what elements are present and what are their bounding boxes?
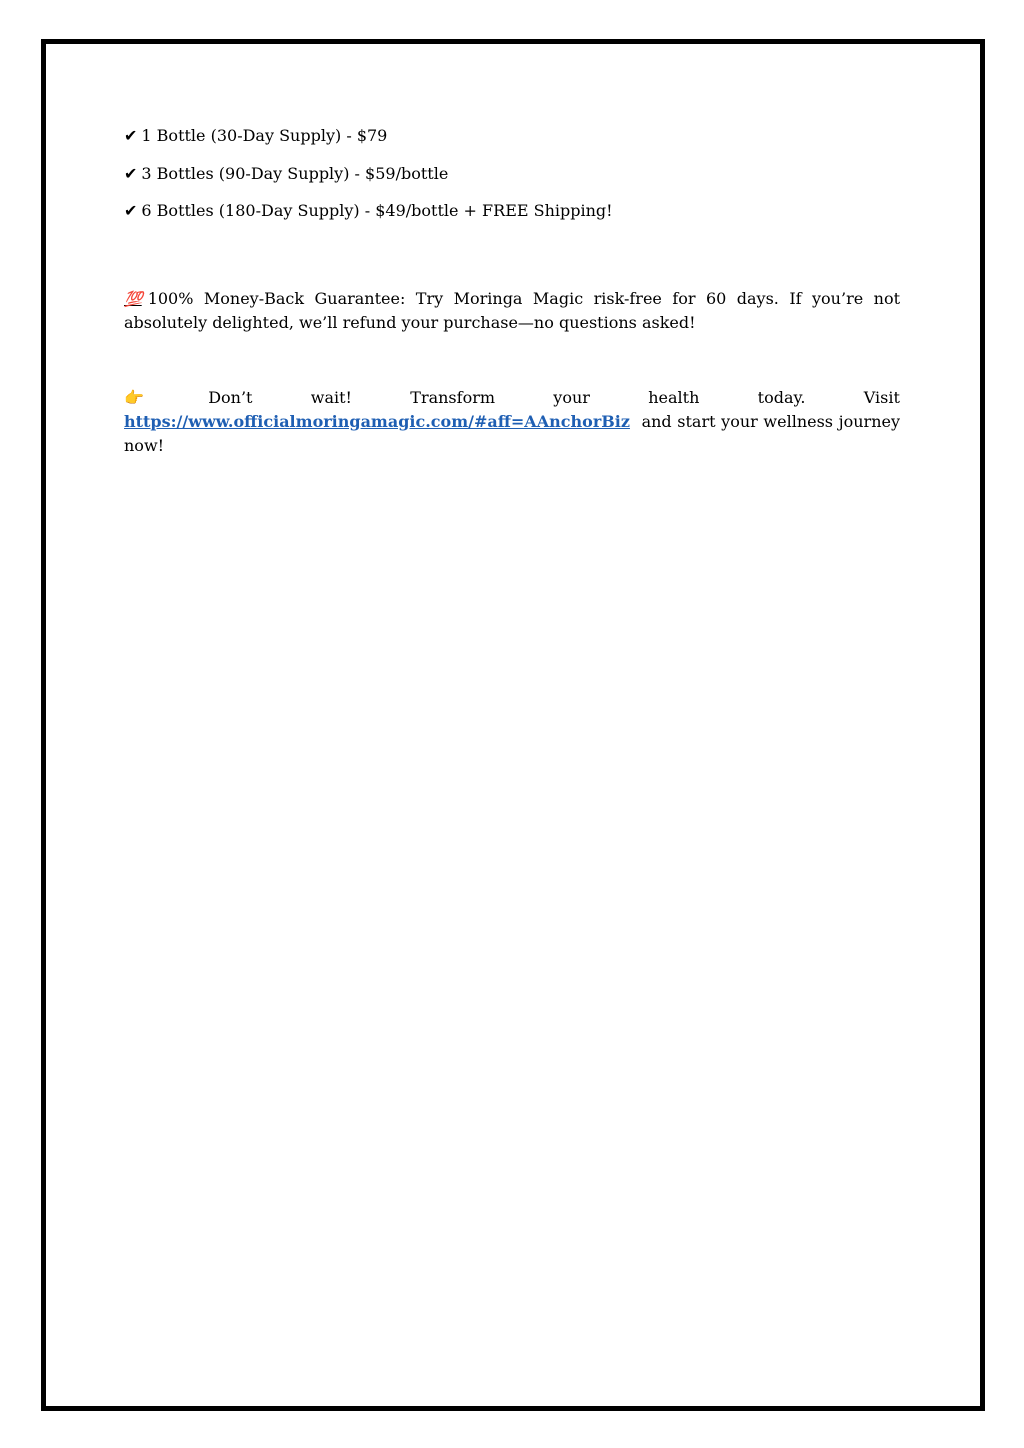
guarantee-text: 100% Money-Back Guarantee: Try Moringa Magic risk-free for 60 days. If you’re not absolutely delighted, we’ll refund your purchase—no questions asked!	[124, 288, 900, 332]
cta-continuation	[124, 410, 900, 458]
pricing-option-text: 1 Bottle (30-Day Supply) - $79	[141, 126, 388, 145]
document-content	[124, 124, 900, 458]
cta-word: health	[648, 387, 700, 407]
checkmark-icon: ✔	[124, 126, 138, 145]
pointing-hand-icon: 👉	[124, 387, 144, 407]
guarantee-paragraph	[124, 287, 900, 335]
pricing-option-1	[124, 124, 900, 148]
cta-word: Transform	[410, 387, 496, 407]
checkmark-icon: ✔	[124, 163, 138, 183]
cta-closing-text: and start your wellness journey now!	[124, 411, 901, 455]
pricing-option-3	[124, 199, 900, 223]
pricing-option-text: 6 Bottles (180-Day Supply) - $49/bottle + FREE Shipping!	[141, 201, 613, 220]
website-link[interactable]: https://www.officialmoringamagic.com/#aff=AAnchorBiz	[124, 411, 630, 431]
hundred-points-icon: 💯	[124, 289, 142, 308]
pricing-option-2	[124, 162, 900, 186]
spacer	[124, 237, 900, 287]
cta-word: wait!	[310, 387, 352, 407]
cta-word: your	[553, 387, 590, 407]
cta-word: Visit	[863, 387, 900, 407]
cta-word: Don’t	[208, 387, 253, 407]
cta-word: today.	[757, 387, 806, 407]
spacer	[124, 335, 900, 386]
cta-first-line	[124, 386, 900, 410]
pricing-option-text: 3 Bottles (90-Day Supply) - $59/bottle	[141, 163, 449, 183]
checkmark-icon: ✔	[124, 201, 138, 220]
cta-paragraph	[124, 386, 900, 458]
